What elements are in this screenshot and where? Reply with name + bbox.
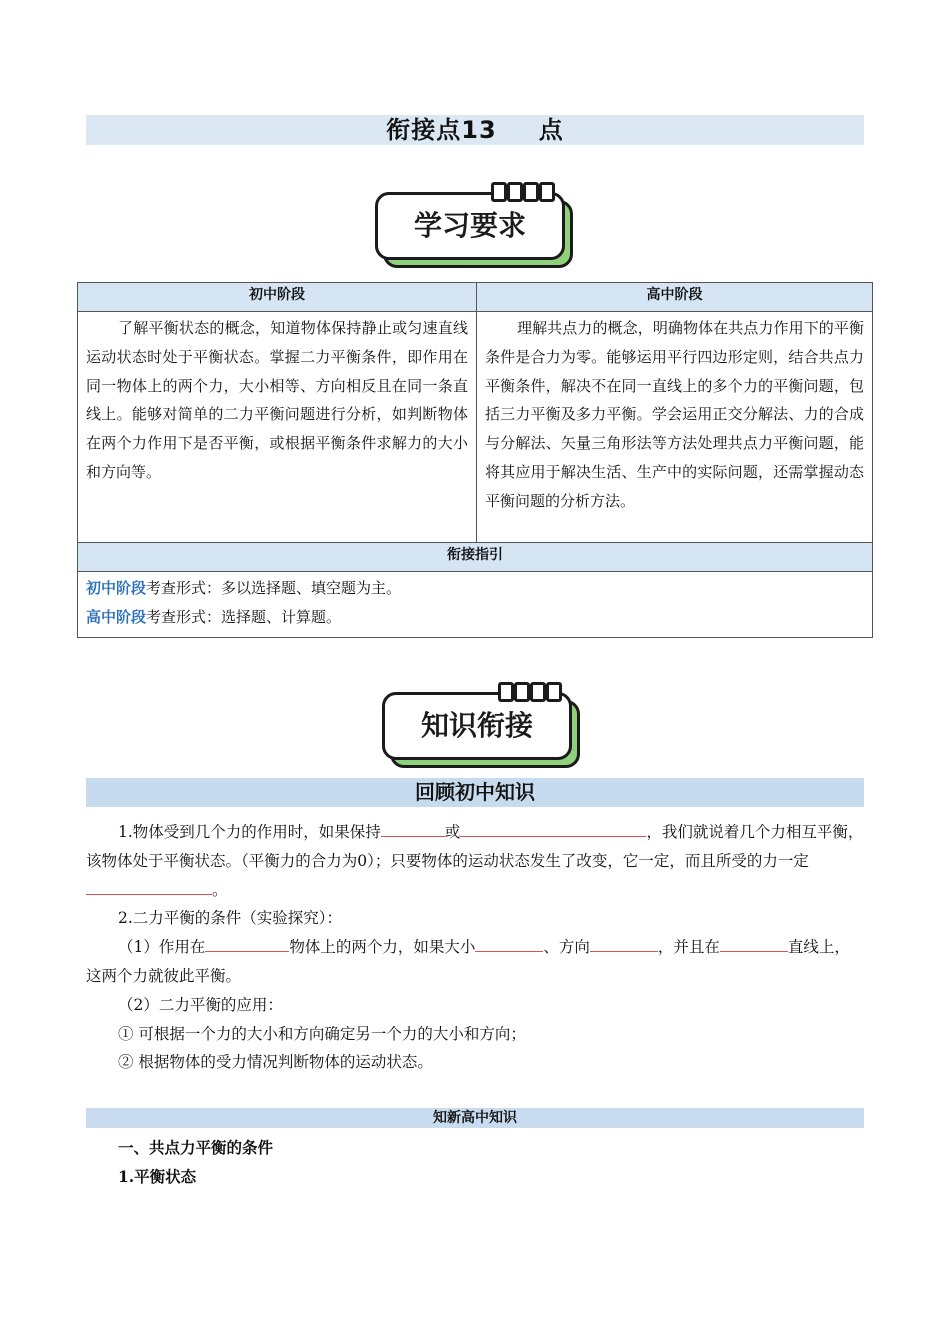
title-left: 衔接点13 xyxy=(386,116,497,144)
junior-header: 初中阶段 xyxy=(78,283,477,312)
document-title xyxy=(86,115,864,145)
knowledge-link-badge xyxy=(382,690,582,772)
guide-senior-label: 高中阶段 xyxy=(86,607,147,626)
review-content xyxy=(86,818,864,1077)
fill-blank[interactable] xyxy=(720,933,788,952)
fill-blank[interactable] xyxy=(460,818,646,837)
senior-heading-1: 一、共点力平衡的条件 xyxy=(118,1138,274,1157)
fill-blank[interactable] xyxy=(590,933,658,952)
guide-senior-text: 考查形式：选择题、计算题。 xyxy=(146,607,342,626)
review-sub-2: （2）二力平衡的应用： xyxy=(118,995,283,1014)
review-application-1: ① 可根据一个力的大小和方向确定另一个力的大小和方向； xyxy=(118,1024,526,1043)
knowledge-link-label: 知识衔接 xyxy=(420,709,533,742)
fill-blank[interactable] xyxy=(381,818,445,837)
fill-blank[interactable] xyxy=(86,876,212,895)
review-item-1: 1.物体受到几个力的作用时，如果保持 或 ，我们就说着几个力相互平衡，该物体处于平衡状态。（平衡力的合力为0）；只要物体的运动状态发生了改变，它一定，而且所受的力一定。 xyxy=(86,818,864,904)
requirements-table xyxy=(77,282,873,638)
senior-header: 高中阶段 xyxy=(477,283,873,312)
senior-heading-2: 1.平衡状态 xyxy=(118,1166,197,1186)
study-requirements-label: 学习要求 xyxy=(413,209,526,242)
senior-requirements: 理解共点力的概念，明确物体在共点力作用下的平衡条件是合力为零。能够运用平行四边形定则，结合共点力平衡条件，解决不在同一直线上的多个力的平衡问题，包括三力平衡及多力平衡。学会运用正交分解法、力的合成与分解法、矢量三角形法等方法处理共点力平衡问题，能将其应用于解决生活、生产中的实际问题，还需掌握动态平衡问题的分析方法。 xyxy=(477,312,873,543)
senior-section-title: 知新高中知识 xyxy=(86,1108,864,1128)
guide-content xyxy=(78,572,873,638)
fill-blank[interactable] xyxy=(475,933,543,952)
review-section-title: 回顾初中知识 xyxy=(86,778,864,807)
study-requirements-badge xyxy=(375,190,575,272)
guide-junior-text: 考查形式：多以选择题、填空题为主。 xyxy=(146,579,402,597)
senior-content xyxy=(86,1134,864,1192)
review-sub-1: （1）作用在 物体上的两个力，如果大小 、方向 ，并且在 直线上，这两个力就彼此平衡。 xyxy=(86,933,864,991)
guide-junior-label: 初中阶段 xyxy=(86,579,147,597)
fill-blank[interactable] xyxy=(205,933,289,952)
title-right: 点 xyxy=(538,116,564,144)
junior-requirements: 了解平衡状态的概念，知道物体保持静止或匀速直线运动状态时处于平衡状态。掌握二力平衡条件，即作用在同一物体上的两个力，大小相等、方向相反且在同一条直线上。能够对简单的二力平衡问题进行分析，如判断物体在两个力作用下是否平衡，或根据平衡条件求解力的大小和方向等。 xyxy=(78,312,477,543)
review-application-2: ② 根据物体的受力情况判断物体的运动状态。 xyxy=(118,1053,433,1072)
document-title-band xyxy=(86,115,864,145)
guide-header: 衔接指引 xyxy=(78,543,873,572)
review-item-2: 2.二力平衡的条件（实验探究）： xyxy=(118,909,343,928)
